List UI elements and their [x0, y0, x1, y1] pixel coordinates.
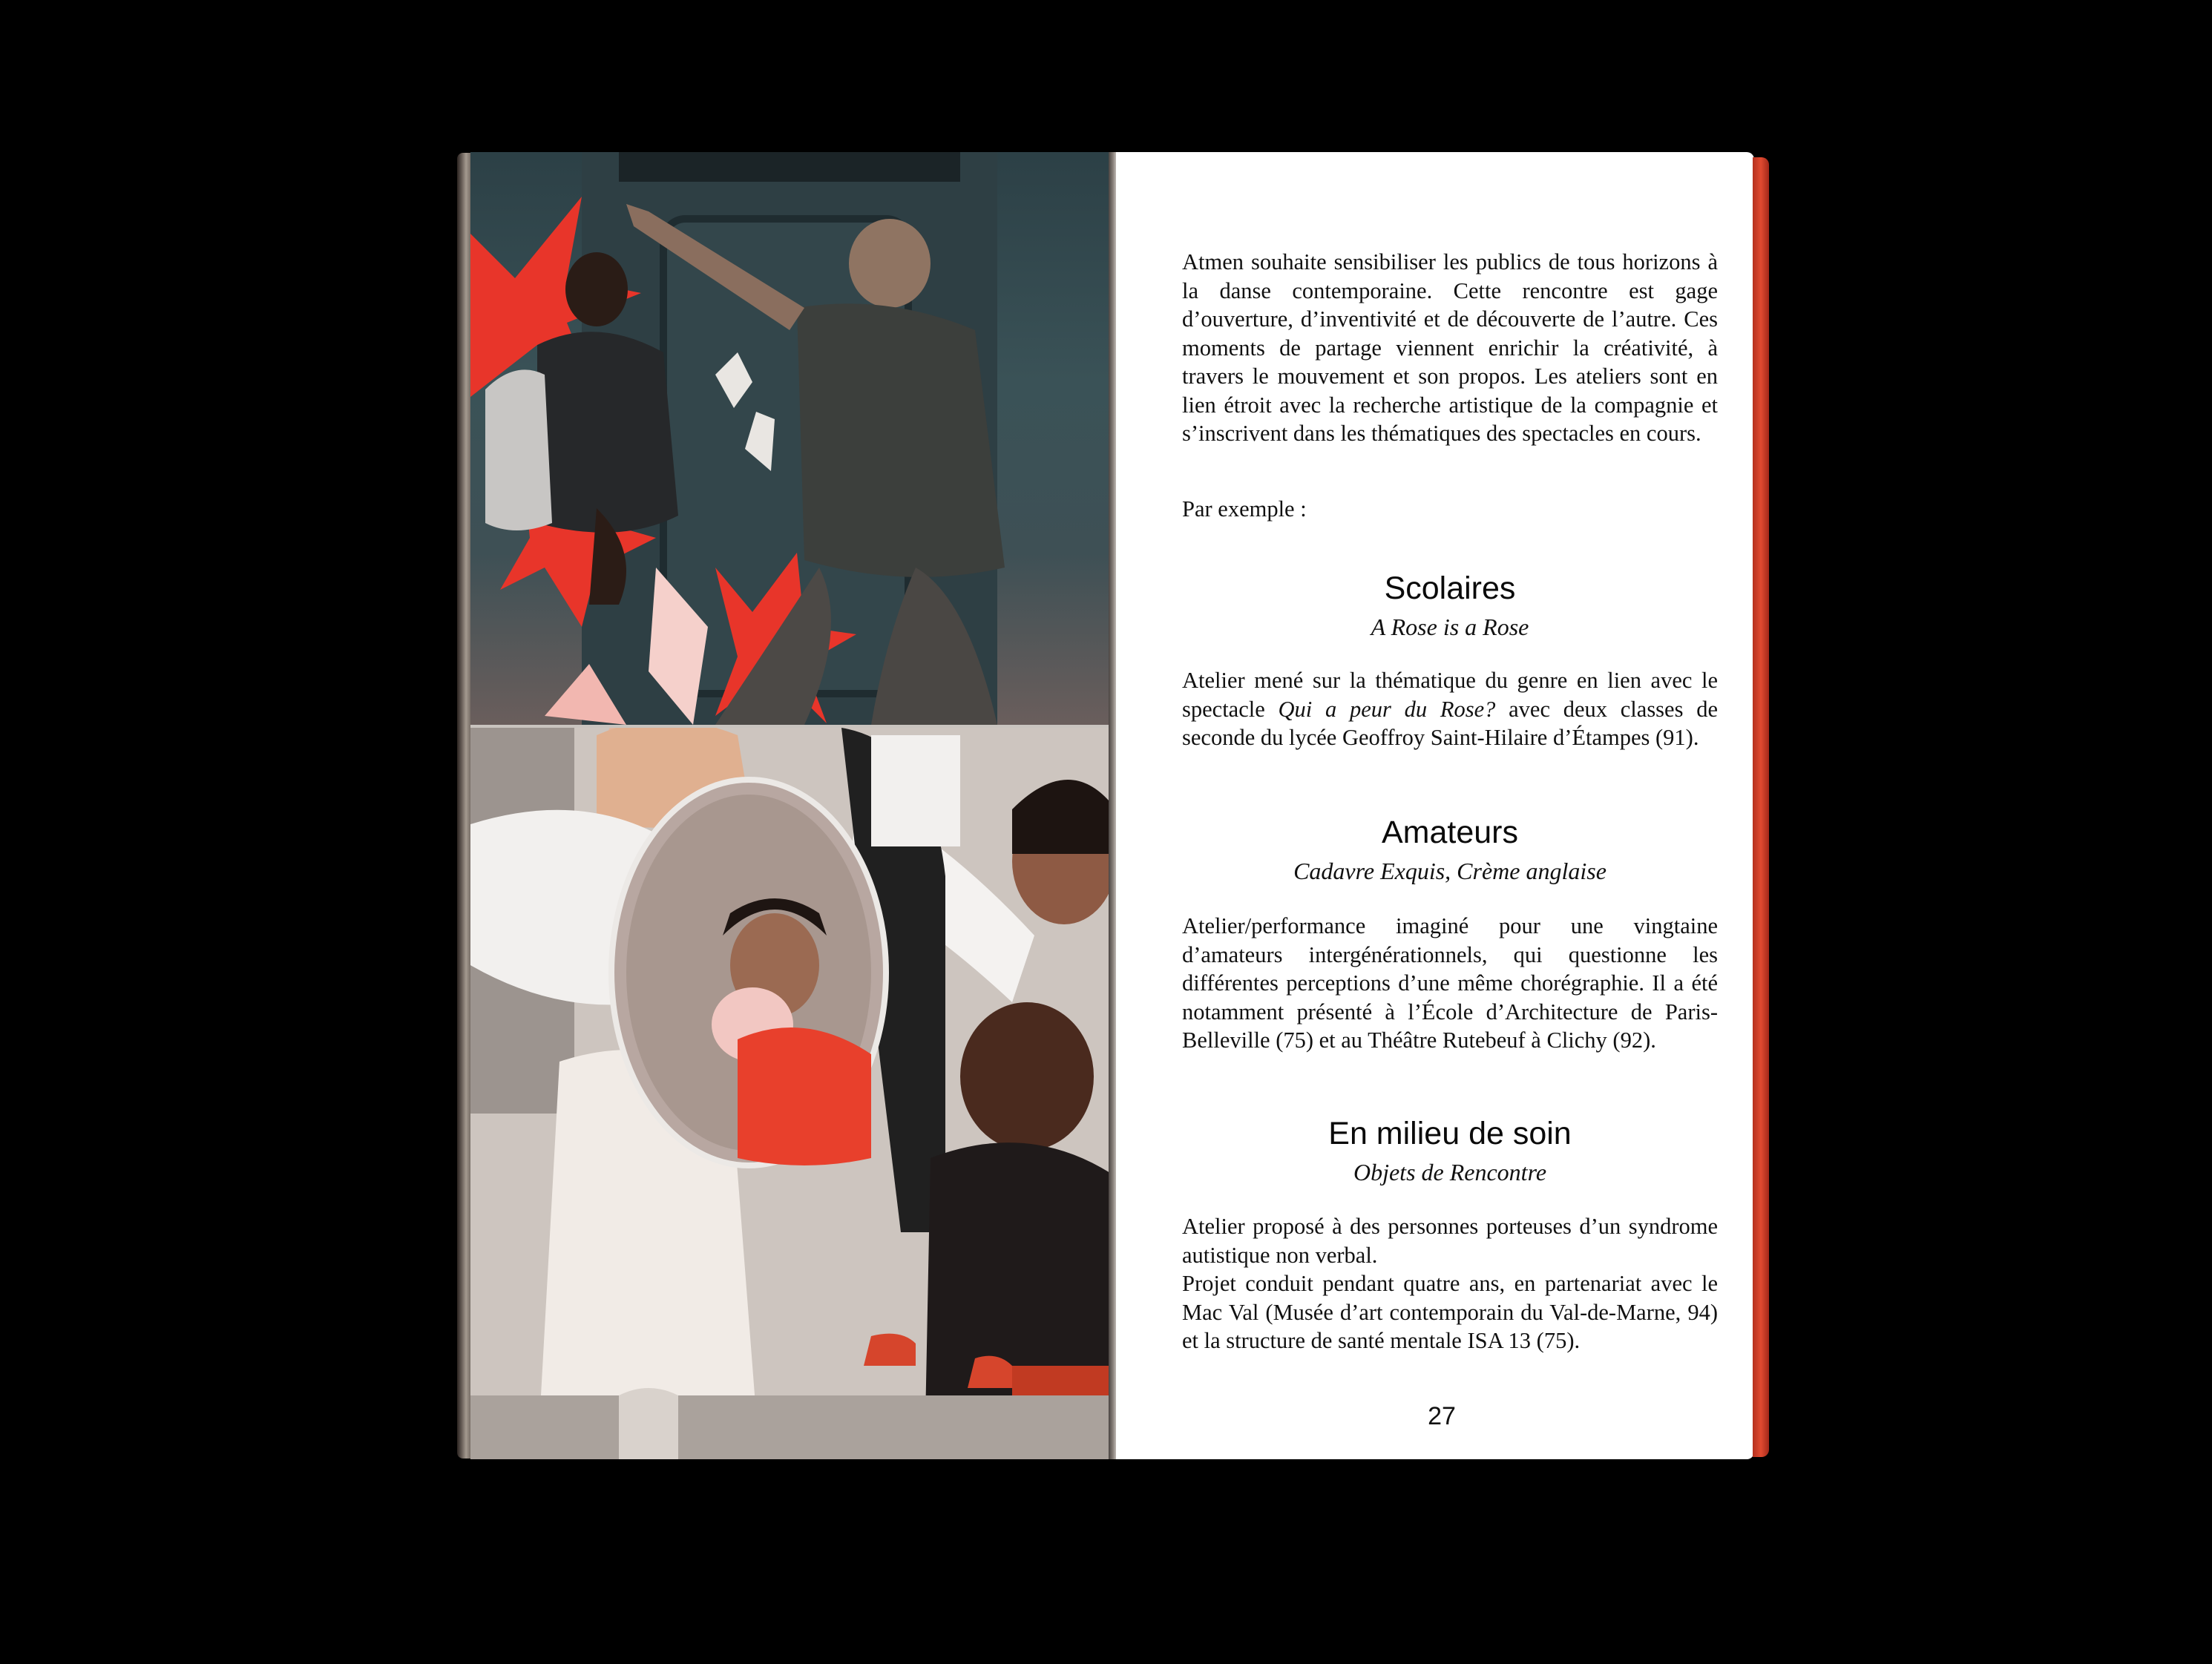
section-heading-soin: En milieu de soin	[1328, 1116, 1572, 1151]
page-number: 27	[1428, 1402, 1456, 1430]
section-body-soin-2: Projet conduit pendant quatre ans, en partenariat avec le Mac Val (Musée d’art contemporain du Val-de-Marne, 94) et la structure de santé mentale ISA 13 (75).	[1182, 1271, 1718, 1353]
intro-paragraph: Atmen souhaite sensibiliser les publics de tous horizons à la danse contemporaine. Cette rencontre est gage d’ouverture, d’inventivité et de découverte de l’autre. Ces moments de partage viennent enrichir la créativité, à travers le mouvement et son propos. Les ateliers sont en lien étroit avec la recherche artistique de la compagnie et s’inscrivent dans les thématiques des spectacles en cours.	[1182, 249, 1718, 446]
section-body-soin-1: Atelier proposé à des personnes porteuses d’un syndrome autistique non verbal.	[1182, 1214, 1718, 1268]
section-heading-amateurs: Amateurs	[1381, 815, 1518, 850]
section-subtitle-scolaires: A Rose is a Rose	[1371, 614, 1529, 640]
red-cover-edge	[1753, 157, 1769, 1457]
section-subtitle-soin: Objets de Rencontre	[1353, 1159, 1547, 1185]
show-title-italic: Qui a peur du Rose?	[1278, 696, 1496, 722]
section-heading-scolaires: Scolaires	[1384, 570, 1516, 606]
section-body-amateurs: Atelier/performance imaginé pour une vingtaine d’amateurs intergénérationnels, qui questionne les différentes perceptions d’une même chorégraphie. Il a été notamment présenté à l’École d’Architecture de Paris-Belleville (75) et au Théâtre Rutebeuf à Clichy (92).	[1182, 913, 1718, 1053]
children-mirror-photo	[470, 728, 1110, 1459]
section-subtitle-amateurs: Cadavre Exquis, Crème anglaise	[1293, 858, 1607, 884]
left-page	[470, 152, 1110, 1459]
section-body-scolaires: Atelier mené sur la thématique du genre en lien avec le spectacle Qui a peur du Rose? avec deux classes de seconde du lycée Geoffroy Saint-Hilaire d’Étampes (91).	[1182, 668, 1718, 750]
dancers-street-photo	[470, 152, 1110, 725]
example-label: Par exemple :	[1182, 496, 1307, 522]
